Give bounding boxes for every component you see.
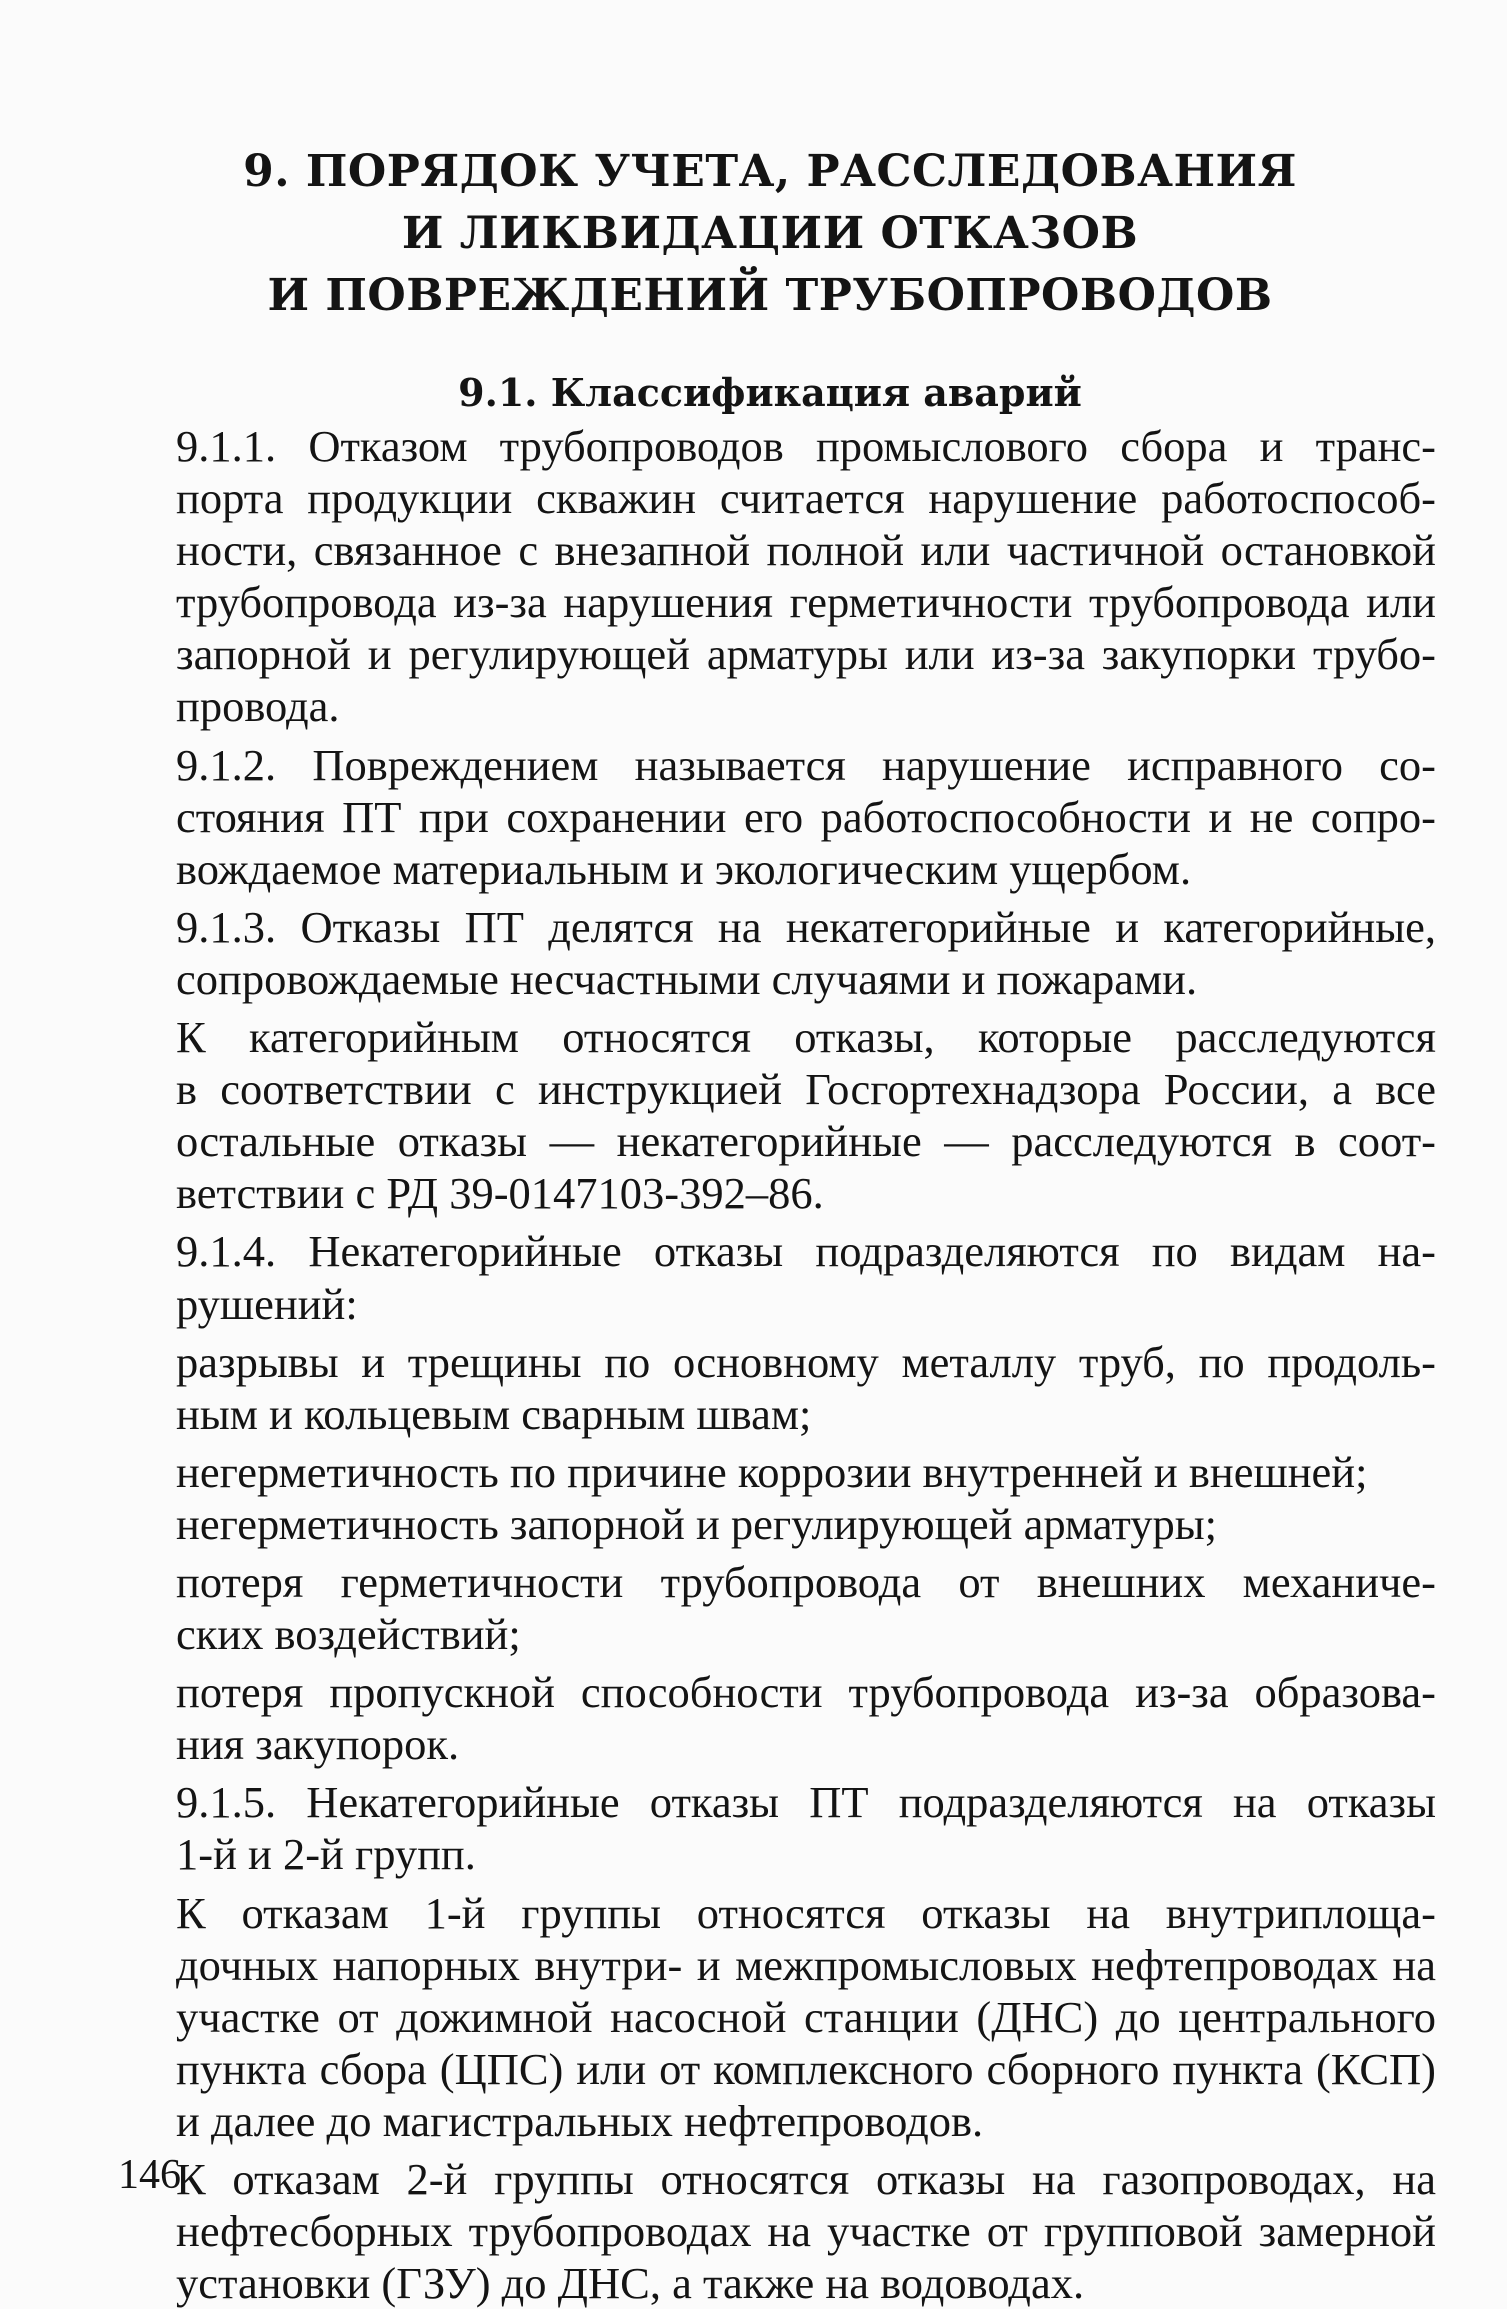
text-line: ских воздействий; — [176, 1609, 521, 1660]
text-line: К отказам 2-й группы относятся отказы на газопроводах, на — [176, 2154, 1436, 2204]
paragraph-9-1-5 — [118, 1776, 1436, 1880]
paragraph-categorical — [118, 1011, 1436, 1219]
text-line: ветствии с РД 39-0147103-392–86. — [176, 1168, 824, 1219]
text-line: нефтесборных трубопроводах на участке от групповой замерной — [176, 2206, 1436, 2257]
text-line: 9.1.3. Отказы ПТ делятся на некатегорийные и категорийные, — [176, 901, 1436, 952]
text-line: стояния ПТ при сохранении его работоспособности и не сопро- — [176, 791, 1436, 842]
text-line: дочных напорных внутри- и межпромысловых нефтепроводах на — [176, 1939, 1436, 1990]
text-line: ным и кольцевым сварным швам; — [176, 1388, 812, 1439]
text-line: трубопровода из-за нарушения герметичности трубопровода или — [176, 577, 1436, 628]
chapter-title-line: 9. ПОРЯДОК УЧЕТА, РАССЛЕДОВАНИЯ — [243, 146, 1297, 198]
text-line: негерметичность по причине коррозии внутренней и внешней; — [176, 1446, 1368, 1497]
text-line: 1-й и 2-й групп. — [176, 1829, 476, 1880]
text-line: запорной и регулирующей арматуры или из-за закупорки трубо- — [176, 629, 1436, 680]
list-item-valves — [118, 1498, 1436, 1550]
text-line: участке от дожимной насосной станции (ДНС) до центрального — [176, 1991, 1436, 2042]
text-line: рушений: — [176, 1278, 358, 1329]
paragraph-9-1-3 — [118, 901, 1436, 1005]
text-line: 9.1.1. Отказом трубопроводов промыслового сбора и транс- — [176, 421, 1436, 471]
text-line: 9.1.4. Некатегорийные отказы подразделяются по видам на- — [176, 1226, 1436, 1277]
page-number: 146 — [118, 2152, 181, 2198]
paragraph-9-1-4 — [118, 1225, 1436, 1329]
text-line: ности, связанное с внезапной полной или частичной остановкой — [176, 525, 1436, 576]
text-line: порта продукции скважин считается нарушение работоспособ- — [176, 473, 1436, 524]
list-item-ruptures — [118, 1336, 1436, 1440]
chapter-title-line: И ПОВРЕЖДЕНИЙ ТРУБОПРОВОДОВ — [267, 270, 1273, 322]
text-line: сопровождаемые несчастными случаями и пожарами. — [176, 953, 1198, 1004]
section-title: 9.1. Классификация аварий — [458, 369, 1082, 415]
text-line: установки (ГЗУ) до ДНС, а также на водоводах. — [176, 2258, 1085, 2309]
paragraph-9-1-1 — [118, 420, 1436, 733]
list-item-corrosion — [118, 1446, 1436, 1498]
text-line: остальные отказы — некатегорийные — расследуются в соот- — [176, 1116, 1436, 1167]
text-line: и далее до магистральных нефтепроводов. — [176, 2095, 984, 2146]
text-line: негерметичность запорной и регулирующей арматуры; — [176, 1498, 1217, 1549]
text-line: пункта сбора (ЦПС) или от комплексного сборного пункта (КСП) — [176, 2043, 1436, 2094]
text-line: потеря пропускной способности трубопровода из-за образова- — [176, 1667, 1436, 1718]
page-body — [118, 420, 1436, 2309]
text-line: провода. — [176, 681, 340, 732]
list-item-blockage — [118, 1666, 1436, 1770]
text-line: потеря герметичности трубопровода от внешних механиче- — [176, 1556, 1436, 1607]
text-line: К категорийным относятся отказы, которые расследуются — [176, 1012, 1436, 1063]
paragraph-group-1 — [118, 1887, 1436, 2147]
text-line: 9.1.5. Некатегорийные отказы ПТ подразделяются на отказы — [176, 1777, 1436, 1828]
text-line: 9.1.2. Повреждением называется нарушение исправного со- — [176, 739, 1436, 790]
paragraph-group-2 — [118, 2153, 1436, 2309]
paragraph-9-1-2 — [118, 739, 1436, 895]
text-line: К отказам 1-й группы относятся отказы на внутриплоща- — [176, 1887, 1436, 1938]
text-line: вождаемое материальным и экологическим ущербом. — [176, 843, 1192, 894]
list-item-mechanical — [118, 1556, 1436, 1660]
chapter-title-line: И ЛИКВИДАЦИИ ОТКАЗОВ — [401, 208, 1139, 260]
chapter-title — [120, 141, 1420, 327]
text-line: в соответствии с инструкцией Госгортехнадзора России, а все — [176, 1064, 1436, 1115]
text-line: ния закупорок. — [176, 1719, 460, 1770]
text-line: разрывы и трещины по основному металлу труб, по продоль- — [176, 1336, 1436, 1387]
